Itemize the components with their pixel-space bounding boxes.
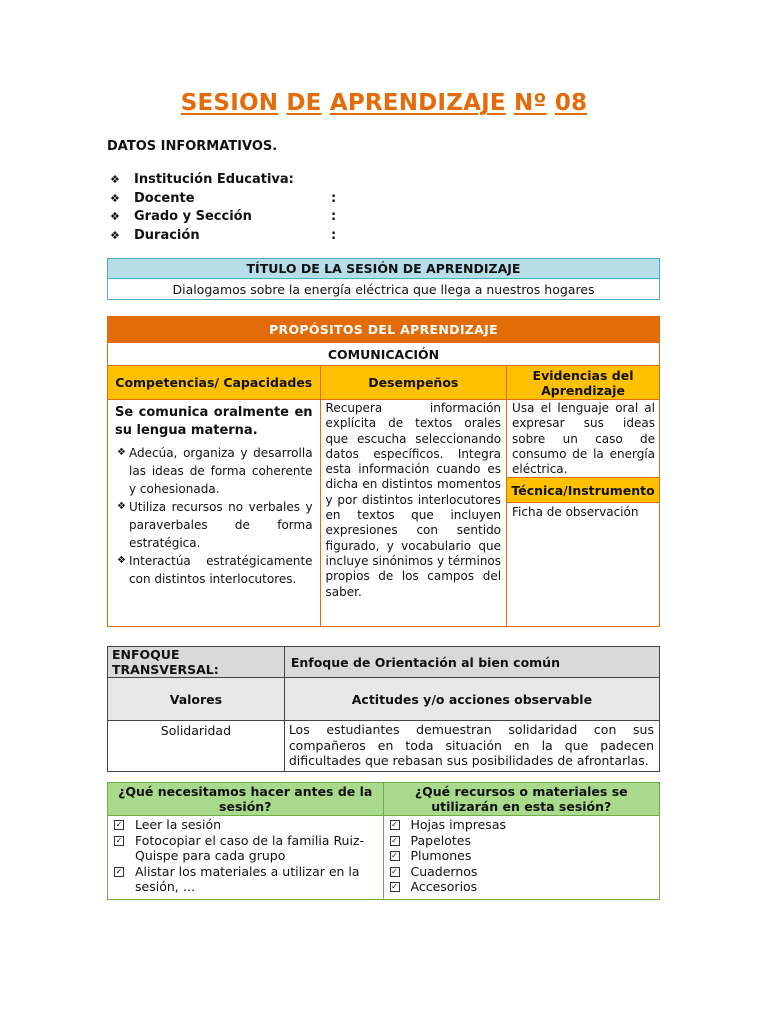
diamond-bullet-icon: ❖	[117, 501, 126, 512]
checkbox-checked-icon: ✓	[391, 820, 398, 829]
col-antes: ¿Qué necesitamos hacer antes de la sesión?	[108, 783, 384, 816]
col-evidencias: Evidencias del Aprendizaje	[507, 366, 660, 400]
list-item	[110, 227, 337, 246]
title-word: DE	[286, 90, 322, 116]
list-item	[391, 879, 656, 895]
diamond-bullet-icon: ❖	[117, 447, 126, 458]
list-item	[117, 498, 313, 552]
valor-cell: Solidaridad	[108, 721, 285, 772]
col-desempenos: Desempeños	[320, 366, 506, 400]
item-text: Leer la sesión	[135, 817, 222, 832]
info-colon: :	[331, 227, 337, 243]
col-valores: Valores	[108, 678, 285, 721]
enfoque-label: ENFOQUE TRANSVERSAL:	[108, 647, 285, 678]
capacidad-text: Interactúa estratégicamente con distintos interlocutores.	[129, 554, 313, 586]
title-word: Nº	[513, 90, 547, 116]
list-item	[110, 190, 337, 209]
tecnica-label: Técnica/Instrumento	[507, 478, 660, 503]
item-text: Papelotes	[410, 832, 471, 848]
enfoque-value: Enfoque de Orientación al bien común	[284, 647, 659, 678]
info-colon: :	[331, 209, 337, 224]
item-text: Plumones	[410, 848, 472, 864]
datos-informativos-heading: DATOS INFORMATIVOS.	[107, 139, 278, 154]
col-competencias: Competencias/ Capacidades	[108, 366, 321, 400]
list-item	[391, 848, 656, 864]
tecnica-value: Ficha de observación	[507, 503, 660, 627]
antes-cell	[108, 816, 384, 900]
info-label: Grado y Sección	[134, 209, 252, 224]
list-item	[391, 832, 656, 849]
info-colon: :	[331, 190, 337, 206]
list-item	[115, 817, 379, 833]
evidencia-cell: Usa el lenguaje oral al expresar sus ideas sobre un caso de consumo de la energía eléctrica.	[507, 400, 660, 478]
diamond-bullet-icon: ❖	[110, 173, 120, 186]
item-text: Fotocopiar el caso de la familia Ruiz-Quispe para cada grupo	[135, 832, 365, 864]
title-word: 08	[554, 90, 588, 116]
titulo-sesion-header: TÍTULO DE LA SESIÓN DE APRENDIZAJE	[108, 259, 660, 279]
checkbox-checked-icon: ✓	[115, 820, 123, 829]
capacidad-text: Utiliza recursos no verbales y paraverbales de forma estratégica.	[129, 500, 313, 550]
list-item	[110, 208, 337, 227]
antes-list	[113, 817, 379, 895]
item-text: Alistar los materiales a utilizar en la sesión, …	[135, 863, 360, 895]
checkbox-checked-icon: ✓	[391, 866, 398, 876]
title-word: APRENDIZAJE	[329, 90, 506, 116]
title-word: SESION	[180, 90, 279, 116]
materiales-table	[107, 782, 660, 900]
titulo-sesion-table	[107, 258, 660, 300]
desempeno-cell: Recupera información explícita de textos orales que escucha seleccionando datos específicos. Integra esta información cuando es dicha en distintos momentos y por distintos interlocutores en textos que incluyen expresiones con sentido figurado, y vocabulario que incluye sinónimos y términos propios de los campos del saber.	[320, 400, 506, 627]
info-label: Docente	[134, 190, 195, 206]
capacidad-text: Adecúa, organiza y desarrolla las ideas de forma coherente y cohesionada.	[129, 446, 313, 496]
item-text: Cuadernos	[410, 863, 478, 879]
capacidades-list	[115, 444, 313, 588]
competencia-title: Se comunica oralmente en su lengua materna.	[115, 405, 313, 438]
recursos-cell	[383, 816, 660, 900]
list-item	[115, 832, 379, 864]
list-item	[110, 171, 294, 190]
competencias-cell	[108, 400, 321, 627]
recursos-list	[389, 817, 656, 895]
info-label: Institución Educativa:	[134, 172, 294, 187]
diamond-bullet-icon: ❖	[110, 210, 120, 223]
item-text: Hojas impresas	[410, 817, 506, 832]
actitud-cell: Los estudiantes demuestran solidaridad con sus compañeros en toda situación en la que padecen dificultades que rebasan sus posibilidades de afrontarlas.	[284, 721, 659, 772]
checkbox-checked-icon: ✓	[391, 851, 398, 861]
titulo-sesion-value: Dialogamos sobre la energía eléctrica que llega a nuestros hogares	[108, 279, 660, 300]
diamond-bullet-icon: ❖	[110, 228, 120, 242]
diamond-bullet-icon: ❖	[110, 191, 120, 205]
checkbox-checked-icon: ✓	[115, 866, 123, 876]
checkbox-checked-icon: ✓	[115, 835, 123, 845]
col-actitudes: Actitudes y/o acciones observable	[284, 678, 659, 721]
list-item	[391, 863, 656, 880]
propositos-table	[107, 316, 660, 627]
enfoque-table	[107, 646, 660, 772]
list-item	[117, 444, 313, 498]
diamond-bullet-icon: ❖	[117, 555, 126, 566]
page-title	[0, 90, 768, 116]
checkbox-checked-icon: ✓	[391, 835, 398, 845]
propositos-header: PROPÓSITOS DEL APRENDIZAJE	[108, 317, 660, 343]
checkbox-checked-icon: ✓	[391, 882, 398, 892]
info-label: Duración	[134, 227, 200, 243]
list-item	[391, 817, 656, 833]
col-recursos: ¿Qué recursos o materiales se utilizarán en esta sesión?	[383, 783, 660, 816]
item-text: Accesorios	[410, 879, 478, 895]
list-item	[115, 863, 379, 895]
list-item	[117, 552, 313, 588]
datos-informativos-list	[110, 171, 337, 245]
area-label: COMUNICACIÓN	[108, 343, 660, 366]
